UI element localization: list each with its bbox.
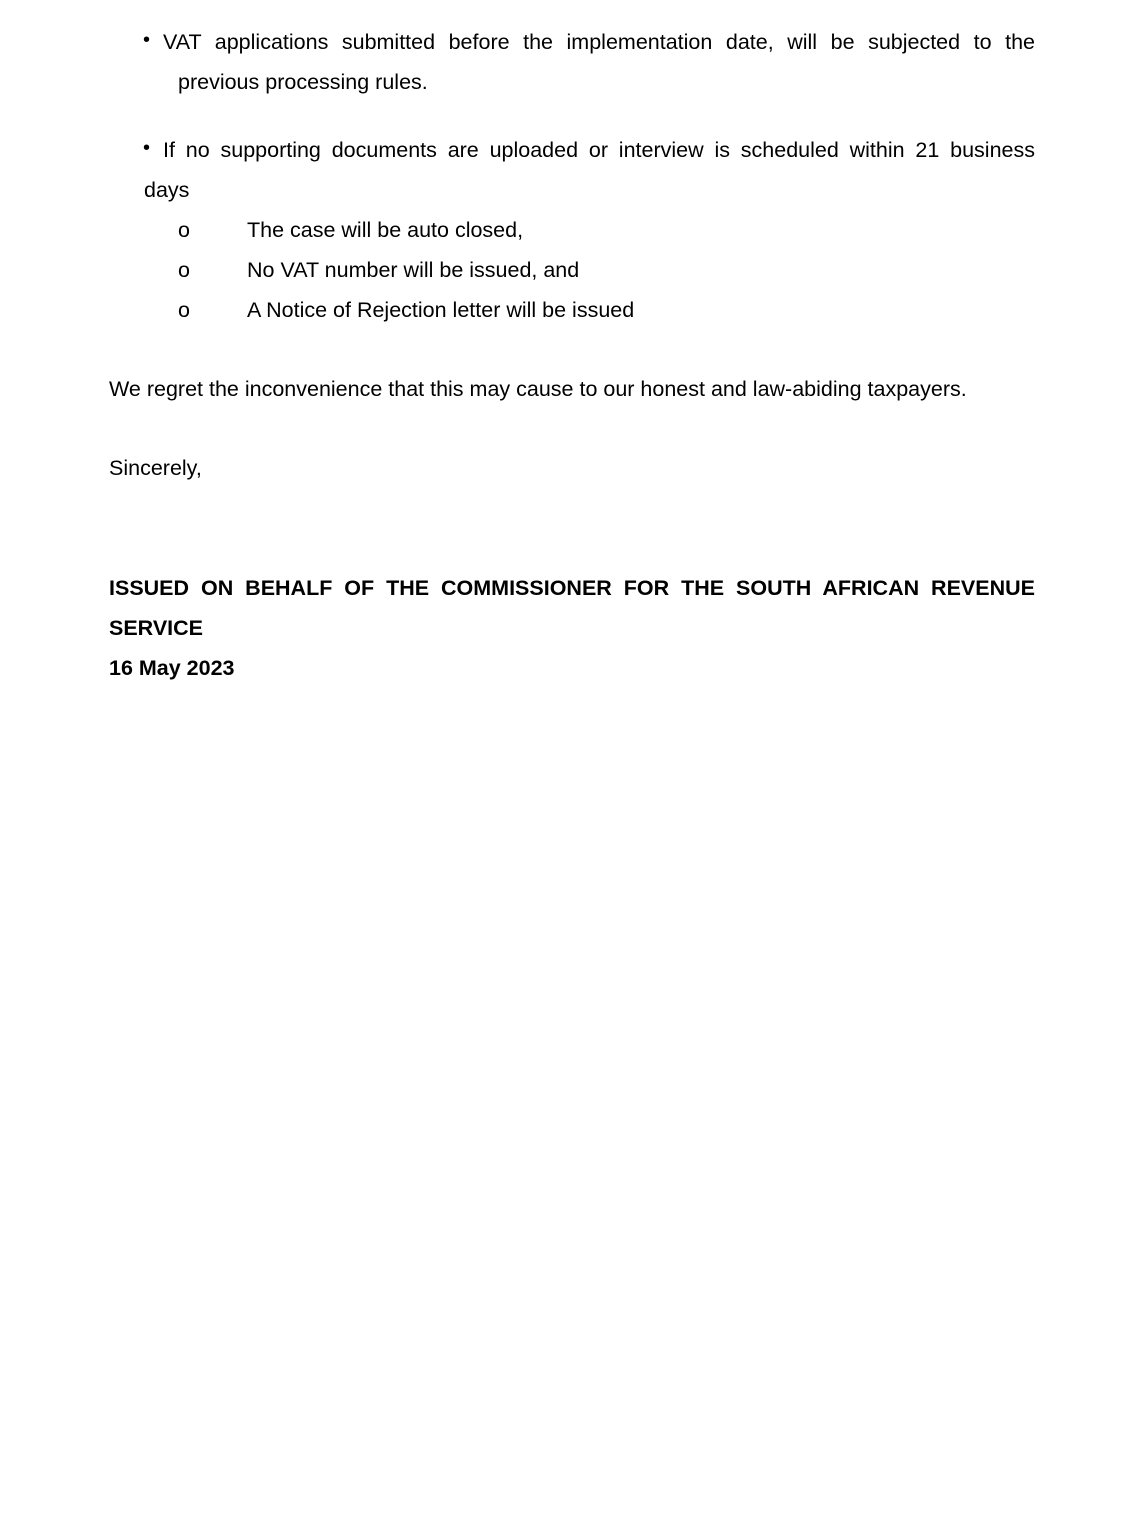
regret-paragraph: We regret the inconvenience that this may cause to our honest and law-abiding taxpayers. [109,377,967,401]
bullet-marker: • [143,29,151,51]
sub-item-text: A Notice of Rejection letter will be issued [247,298,635,322]
issuer-line-1 [109,574,1035,602]
issuer-text-line-1: ISSUED ON BEHALF OF THE COMMISSIONER FOR THE SOUTH AFRICAN REVENUE [109,576,1035,600]
sub-item-text: The case will be auto closed, [247,218,524,242]
bullet-1-line-2: previous processing rules. [178,70,428,94]
issue-date: 16 May 2023 [109,656,235,680]
sub-item-marker: o [178,258,190,282]
closing-salutation: Sincerely, [109,456,202,480]
bullet-marker: • [143,137,151,159]
sub-item-text: No VAT number will be issued, and [247,258,580,282]
bullet-2-line-2: days [144,178,190,202]
bullet-2-text-line-1: If no supporting documents are uploaded or interview is scheduled within 21 business [163,138,1035,162]
bullet-1-line-1 [163,28,1035,56]
sub-item-marker: o [178,218,190,242]
bullet-1-text-line-1: VAT applications submitted before the implementation date, will be subjected to the [163,30,1035,54]
sub-item-marker: o [178,298,190,322]
issuer-line-2: SERVICE [109,616,203,640]
bullet-2-line-1 [163,136,1035,164]
